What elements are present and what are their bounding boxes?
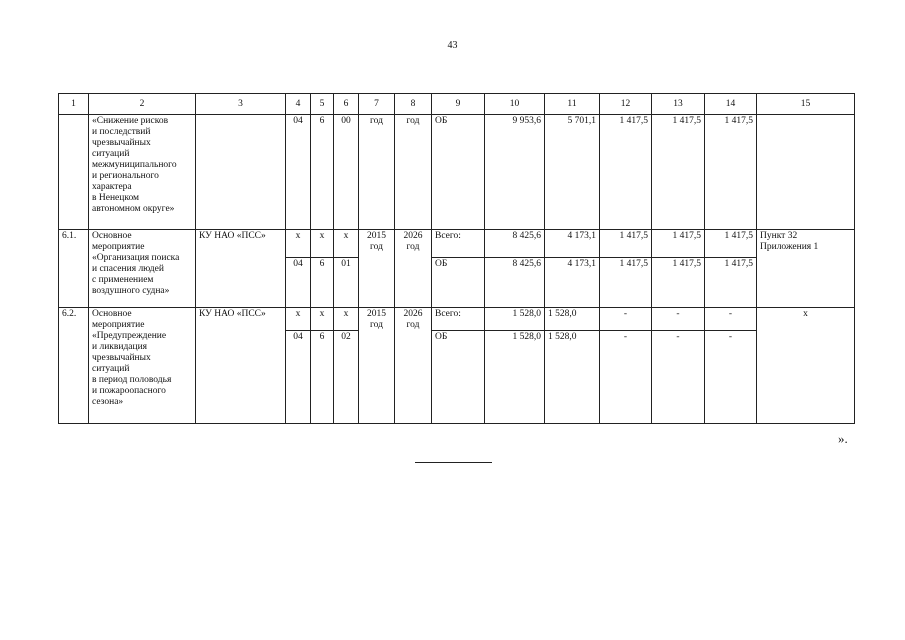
funding-source-cell: ОБ	[432, 258, 485, 308]
amount-cell: 1 528,0	[485, 331, 545, 424]
header-cell: 8	[395, 94, 432, 115]
amount-cell: 1 528,0	[485, 308, 545, 331]
amount-cell: 1 417,5	[705, 115, 757, 230]
amount-cell: -	[705, 331, 757, 424]
page-number: 43	[447, 40, 458, 51]
code-cell: 04	[286, 258, 311, 308]
code-cell: 02	[334, 331, 359, 424]
note-cell: х	[757, 308, 855, 424]
header-cell: 3	[196, 94, 286, 115]
header-cell: 2	[89, 94, 196, 115]
amount-cell: 1 528,0	[545, 308, 600, 331]
header-cell: 13	[652, 94, 705, 115]
funding-source-cell: ОБ	[432, 331, 485, 424]
header-cell: 1	[59, 94, 89, 115]
code-cell: х	[286, 308, 311, 331]
code-cell: 6	[311, 115, 334, 230]
amount-cell: 8 425,6	[485, 258, 545, 308]
amount-cell: 1 417,5	[705, 258, 757, 308]
code-cell: 04	[286, 331, 311, 424]
funding-source-cell: Всего:	[432, 308, 485, 331]
amount-cell: 1 417,5	[600, 230, 652, 258]
amount-cell: 4 173,1	[545, 258, 600, 308]
amount-cell: 9 953,6	[485, 115, 545, 230]
description-cell: Основное мероприятие «Организация поиска и спасения людей с применением воздушного судна»	[89, 230, 196, 308]
executor-cell: КУ НАО «ПСС»	[196, 230, 286, 308]
row-number-cell: 6.1.	[59, 230, 89, 308]
code-cell: 01	[334, 258, 359, 308]
separator-line	[415, 462, 492, 463]
amount-cell: 8 425,6	[485, 230, 545, 258]
closing-quote-mark: ».	[838, 431, 848, 446]
code-cell: х	[286, 230, 311, 258]
amount-cell: -	[600, 308, 652, 331]
start-year-cell: 2015 год	[359, 308, 395, 424]
header-cell: 9	[432, 94, 485, 115]
code-cell: 00	[334, 115, 359, 230]
start-year-cell: 2015 год	[359, 230, 395, 308]
header-cell: 11	[545, 94, 600, 115]
amount-cell: 5 701,1	[545, 115, 600, 230]
amount-cell: -	[600, 331, 652, 424]
code-cell: х	[334, 308, 359, 331]
header-cell: 12	[600, 94, 652, 115]
table-row	[59, 115, 855, 230]
code-cell: х	[311, 230, 334, 258]
code-cell: 6	[311, 258, 334, 308]
end-year-cell: 2026 год	[395, 308, 432, 424]
header-cell: 7	[359, 94, 395, 115]
amount-cell: 4 173,1	[545, 230, 600, 258]
code-cell: 6	[311, 331, 334, 424]
amount-cell: -	[652, 308, 705, 331]
amount-cell: -	[652, 331, 705, 424]
header-row	[59, 94, 855, 115]
row-number-cell: 6.2.	[59, 308, 89, 424]
code-cell: 04	[286, 115, 311, 230]
header-cell: 4	[286, 94, 311, 115]
amount-cell: 1 417,5	[652, 258, 705, 308]
header-cell: 10	[485, 94, 545, 115]
note-cell: Пункт 32 Приложения 1	[757, 230, 855, 308]
amount-cell: 1 417,5	[705, 230, 757, 258]
funding-source-cell: Всего:	[432, 230, 485, 258]
funding-source-cell: ОБ	[432, 115, 485, 230]
amount-cell: -	[705, 308, 757, 331]
program-table	[58, 93, 855, 424]
header-cell: 14	[705, 94, 757, 115]
amount-cell: 1 528,0	[545, 331, 600, 424]
table-row	[59, 230, 855, 258]
amount-cell: 1 417,5	[600, 258, 652, 308]
executor-cell	[196, 115, 286, 230]
code-cell: х	[311, 308, 334, 331]
table-row	[59, 308, 855, 331]
description-cell: «Снижение рисков и последствий чрезвычайных ситуаций межмуниципального и регионального характера в Ненецком автономном округе»	[89, 115, 196, 230]
header-cell: 5	[311, 94, 334, 115]
header-cell: 15	[757, 94, 855, 115]
header-cell: 6	[334, 94, 359, 115]
end-year-cell: 2026 год	[395, 230, 432, 308]
code-cell: х	[334, 230, 359, 258]
start-year-cell: год	[359, 115, 395, 230]
description-cell: Основное мероприятие «Предупреждение и ликвидация чрезвычайных ситуаций в период половодья и пожароопасного сезона»	[89, 308, 196, 424]
row-number-cell	[59, 115, 89, 230]
amount-cell: 1 417,5	[652, 115, 705, 230]
end-year-cell: год	[395, 115, 432, 230]
amount-cell: 1 417,5	[652, 230, 705, 258]
executor-cell: КУ НАО «ПСС»	[196, 308, 286, 424]
note-cell	[757, 115, 855, 230]
amount-cell: 1 417,5	[600, 115, 652, 230]
